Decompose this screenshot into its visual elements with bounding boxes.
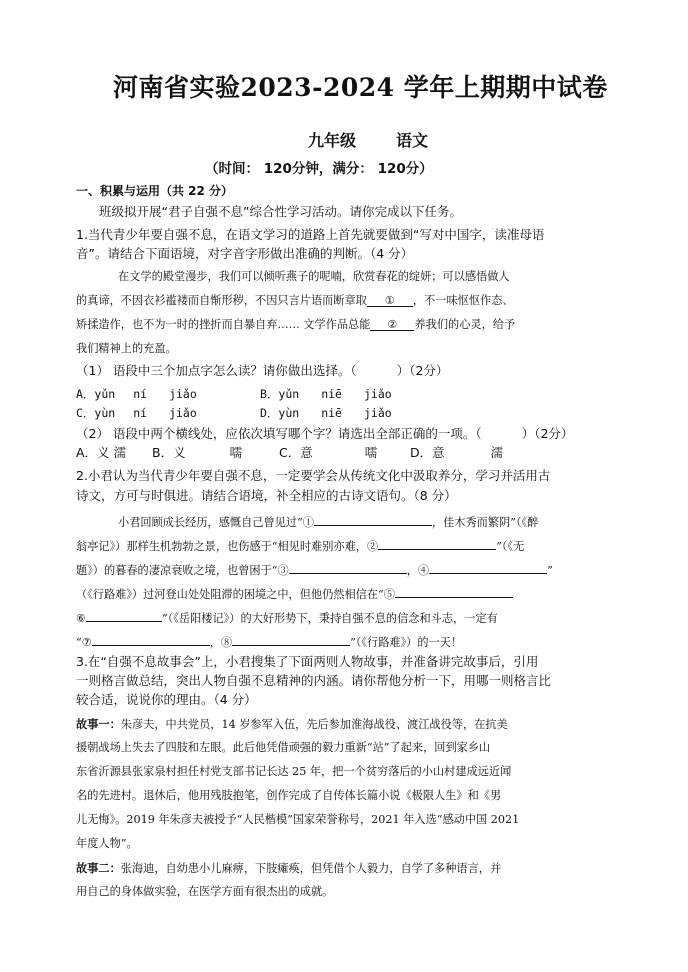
option-c[interactable]: C．yùn ní jiǎo (76, 406, 197, 420)
story-line: 故事一：朱彦夫，中共党员，14 岁参军入伍，先后参加淮海战役、渡江战役等，在抗美 (76, 717, 508, 731)
q1-passage-line: 在文学的殿堂漫步，我们可以倾听燕子的呢喃，欣赏春花的绽妍；可以感悟做人 (118, 270, 510, 283)
q3-stem-line: 较合适，说说你的理由。（4 分） (76, 692, 257, 707)
blank-8[interactable] (232, 632, 350, 646)
subject-label: 语文 (396, 131, 429, 150)
q2-line: 小君回顾成长经历，感慨自己曾见过“① ，佳木秀而繁阴”（《醉 (118, 512, 538, 531)
section-heading: 一、积累与运用（共 22 分） (76, 184, 234, 198)
section-intro: 班级拟开展“君子自强不息”综合性学习活动。请你完成以下任务。 (99, 204, 462, 219)
q2-line: ⑥ ”（《岳阳楼记》）的大好形势下，秉持自强不息的信念和斗志，一定有 (76, 608, 498, 627)
story-line: 名的先进村。退休后，他用残肢抱笔，创作完成了自传体长篇小说《极限人生》和《男 (76, 789, 502, 802)
story-label: 故事二： (76, 861, 121, 875)
story-line: 儿无悔》。2019 年朱彦夫被授予“人民楷模”国家荣誉称号，2021 年入选“感动中国 2021 (76, 813, 520, 826)
blank-7[interactable] (92, 632, 210, 646)
story-line: 东省沂源县张家泉村担任村党支部书记长达 25 年，把一个贫穷落后的小山村建成远近闻 (76, 765, 512, 778)
blank-2[interactable]: ② (370, 317, 414, 331)
option-d[interactable]: D．yùn niē jiǎo (260, 406, 392, 420)
blank-5[interactable] (395, 584, 513, 598)
grade-label: 九年级 (308, 131, 357, 150)
story-line: 故事二：张海迪，自幼患小儿麻痹，下肢瘫痪，但凭借个人毅力，自学了多种语言，并 (76, 861, 502, 875)
q2-line: （《行路难》）过河登山处处阻滞的困境之中，但他仍然相信在“⑤ (76, 584, 513, 603)
option-a[interactable]: A．yǔn ní jiǎo (76, 387, 197, 401)
option-a[interactable]: A．义 濡 (76, 445, 127, 460)
blank-2[interactable] (378, 536, 496, 550)
blank-4[interactable] (429, 560, 547, 574)
story-line: 援朝战场上失去了四肢和左眼。此后他凭借顽强的毅力重新“站”了起来，回到家乡山 (76, 741, 491, 754)
q2-line: 题》）的暮春的凄凉衰败之境，也曾困于“③ ，④ ” (76, 560, 553, 579)
blank-1[interactable]: ① (367, 293, 413, 307)
q1-passage-line: 我们精神上的充盈。 (76, 342, 177, 355)
q2-stem-line: 诗文，方可与时俱进。请结合语境，补全相应的古诗文语句。（8 分） (76, 488, 457, 503)
page-title: 河南省实验2023-2024 学年上期期中试卷 (113, 73, 608, 102)
blank-6[interactable] (86, 608, 162, 622)
exam-meta: （时间： 120分钟，满分： 120分） (205, 161, 433, 177)
story-label: 故事一： (76, 717, 121, 731)
story-line: 年度人物”。 (76, 837, 138, 850)
q3-stem-line: 一则格言做总结，突出人物自强不息精神的内涵。请你帮他分析一下，用哪一则格言比 (76, 673, 552, 688)
option-d[interactable]: D．意 濡 (410, 445, 504, 460)
q2-stem-line: 2.小君认为当代青少年要自强不息，一定要学会从传统文化中汲取养分，学习并活用古 (76, 468, 551, 483)
q3-stem-line: 3.在“自强不息故事会”上，小君搜集了下面两则人物故事，并准备讲完故事后，引用 (76, 654, 539, 669)
blank-1[interactable] (314, 512, 432, 526)
q1-stem-line: 1.当代青少年要自强不息，在语文学习的道路上首先就要做到“写对中国字，读准母语 (76, 227, 545, 242)
option-c[interactable]: C．意 嚅 (279, 445, 378, 460)
q1-sub2: （2） 语段中两个横线处，应依次填写哪个字？请选出全部正确的一项。（ ）（2分） (76, 426, 574, 441)
q1-passage-line: 矫揉造作，也不为一时的挫折而自暴自弃…… 文学作品总能 ② 养我们的心灵，给予 (76, 318, 516, 331)
q2-line: 翁亭记》）那样生机勃勃之景，也伤感于“相见时难别亦难，② ”（《无 (76, 536, 524, 555)
story-line: 用自己的身体做实验，在医学方面有很杰出的成就。 (76, 885, 334, 898)
blank-3[interactable] (289, 560, 407, 574)
option-b[interactable]: B．yǔn niē jiǎo (260, 387, 392, 401)
option-b[interactable]: B．义 嚅 (152, 445, 243, 460)
q2-line: “⑦ ，⑧ ”（《行路难》）的一天！ (76, 632, 462, 651)
q1-stem-line: 音”。请结合下面语境，对字音字形做出准确的判断。（4 分） (76, 246, 414, 261)
q1-passage-line: 的真谛，不因衣衫褴褛而自惭形秽，不因只言片语而断章取 ① ，不一味怄怄作态、 (76, 294, 514, 307)
q1-sub1: （1） 语段中三个加点字怎么读？请你做出选择。（ ）（2分） (76, 363, 449, 378)
